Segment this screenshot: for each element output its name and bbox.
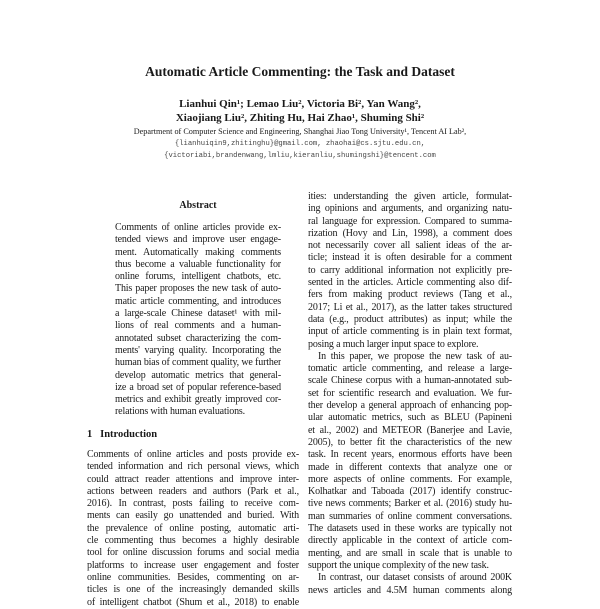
text-line: tended information and rich personal views, which — [87, 461, 299, 473]
text-line: posing a much larger input space to explore. — [308, 338, 479, 350]
text-line: menting, and are small in scale that is unable to — [308, 547, 512, 559]
text-line: directly applicable in the context of article com- — [308, 535, 512, 547]
text-line: matic article commenting, and introduces — [115, 295, 281, 307]
text-line: online communities. Besides, commenting on ar- — [87, 571, 299, 583]
text-line: human bias of comment quality, we further — [115, 357, 281, 369]
text-line: more aspects of online comments. For example, — [308, 473, 512, 485]
text-line: scale Chinese corpus with a human-annotated sub- — [308, 375, 512, 387]
text-line: fers from making product reviews (Tang et al., — [308, 289, 512, 301]
text-line: ize a broad set of popular reference-based — [115, 381, 281, 393]
text-line: not necessarily cover all salient ideas of the ar- — [308, 240, 512, 252]
text-line: The datasets used in these works are typically not — [308, 523, 512, 535]
text-line: ments can easily go unattended and buried. With — [87, 510, 299, 522]
text-line: 2005), to better fit the characteristics of the new — [308, 436, 512, 448]
text-line: In contrast, our dataset consists of around 200K — [318, 572, 512, 584]
text-line: 2016). In contrast, posts failing to receive com- — [87, 498, 299, 510]
text-line: In this paper, we propose the new task of au- — [318, 350, 512, 362]
text-line: develop automatic metrics that general- — [115, 369, 281, 381]
text-line: man summaries of online comment conversations. — [308, 510, 512, 522]
affiliation: Department of Computer Science and Engineering, Shanghai Jiao Tong University¹, Tencent AI Lab², — [133, 127, 467, 136]
text-line: tended views and improve user engage- — [115, 234, 281, 246]
text-line: platforms to increase user engagement and foster — [87, 559, 299, 571]
text-line: ther develop a general approach of enhancing pop- — [308, 400, 512, 412]
text-line: ment. Automatically making comments — [115, 246, 281, 258]
text-line: tive news comments; Barker et al. (2016) study hu- — [308, 498, 512, 510]
text-line: relations with human evaluations. — [115, 406, 246, 418]
text-line: made in different contexts that analyze one or — [308, 461, 512, 473]
authors-line-2: Xiaojiang Liu², Zhiting Hu, Hai Zhao¹, Shuming Shi² — [175, 112, 425, 124]
text-line: This paper proposes the new task of auto- — [115, 283, 281, 295]
text-line: lions of real comments and a human- — [115, 320, 281, 332]
text-line: thus become a valuable functionality for — [115, 258, 281, 270]
text-line: cle commenting thus becomes a highly desirable — [87, 535, 299, 547]
text-line: ral language for expression. Compared to summa- — [308, 215, 512, 227]
paper-title: Automatic Article Commenting: the Task and Dataset — [145, 64, 455, 79]
emails-line-2: {victoriabi,brandenwang,lmliu,kieranliu,shumingshi}@tencent.com — [164, 152, 436, 160]
text-line: tool for online discussion forums and social media — [87, 547, 299, 559]
text-line: could attract reader attentions and improve inter- — [87, 473, 299, 485]
text-line: task. In recent years, enormous efforts have been — [308, 449, 512, 461]
text-line: annotated subset characterizing the com- — [115, 332, 281, 344]
text-line: a large-scale Chinese dataset¹ with mil- — [115, 308, 281, 320]
text-line: actions between readers and authors (Park et al., — [87, 485, 299, 497]
text-line: news articles and 4.5M human comments along — [308, 584, 512, 596]
text-line: et al., 2002) and METEOR (Banerjee and Lavie, — [308, 424, 512, 436]
text-line: Comments of online articles provide ex- — [115, 222, 281, 233]
text-line: data (e.g., product attributes) as input; while the — [308, 313, 512, 325]
emails-line-1: {lianhuiqin9,zhitinghu}@gmail.com, zhaohai@cs.sjtu.edu.cn, — [174, 140, 426, 148]
text-line: sented in the articles. Article commenting also dif- — [308, 277, 512, 289]
text-line: ities: understanding the given article, formulat- — [308, 191, 512, 202]
text-line: input of article commenting is in plain text format, — [308, 326, 512, 338]
text-line: ments' varying quality. Incorporating the — [115, 344, 281, 356]
text-line: ticles is one of the increasingly demanded skills — [87, 584, 299, 596]
text-line: Kolhatkar and Taboada (2017) identify construc- — [308, 486, 512, 498]
introduction-heading: 1 Introduction — [87, 429, 158, 440]
abstract-body — [115, 222, 281, 419]
introduction-body — [87, 449, 299, 609]
text-line: 2017; Li et al., 2017), as the latter takes structured — [308, 301, 512, 313]
text-line: ing opinions and arguments, and organizing natu- — [308, 203, 512, 215]
text-line: metrics and exhibit greatly improved cor- — [115, 394, 281, 406]
text-line: set for scientific research and evaluation. We fur- — [308, 387, 512, 399]
text-line: the prevalence of online posting, automatic arti- — [87, 522, 299, 534]
text-line: ticle; instead it is often desirable for a comment — [308, 252, 512, 264]
text-line: to carry additional information not explicitly pre- — [308, 264, 512, 276]
text-line: rization (Hovy and Lin, 1998), a comment does — [308, 227, 512, 239]
text-line: Comments of online articles and posts provide ex- — [87, 449, 299, 460]
text-line: online forums, intelligent chatbots, etc. — [115, 271, 281, 283]
abstract-heading: Abstract — [179, 200, 217, 211]
right-column-body — [308, 191, 512, 597]
authors-line-1: Lianhui Qin¹; Lemao Liu², Victoria Bi², Yan Wang², — [179, 98, 421, 110]
text-line: support the unique complexity of the new task. — [308, 559, 489, 571]
text-line: tomatic article commenting, and release a large- — [308, 363, 512, 375]
text-line: of intelligent chatbot (Shum et al., 2018) to enable — [87, 596, 299, 608]
text-line: ular automatic metrics, such as BLEU (Papineni — [308, 412, 512, 424]
